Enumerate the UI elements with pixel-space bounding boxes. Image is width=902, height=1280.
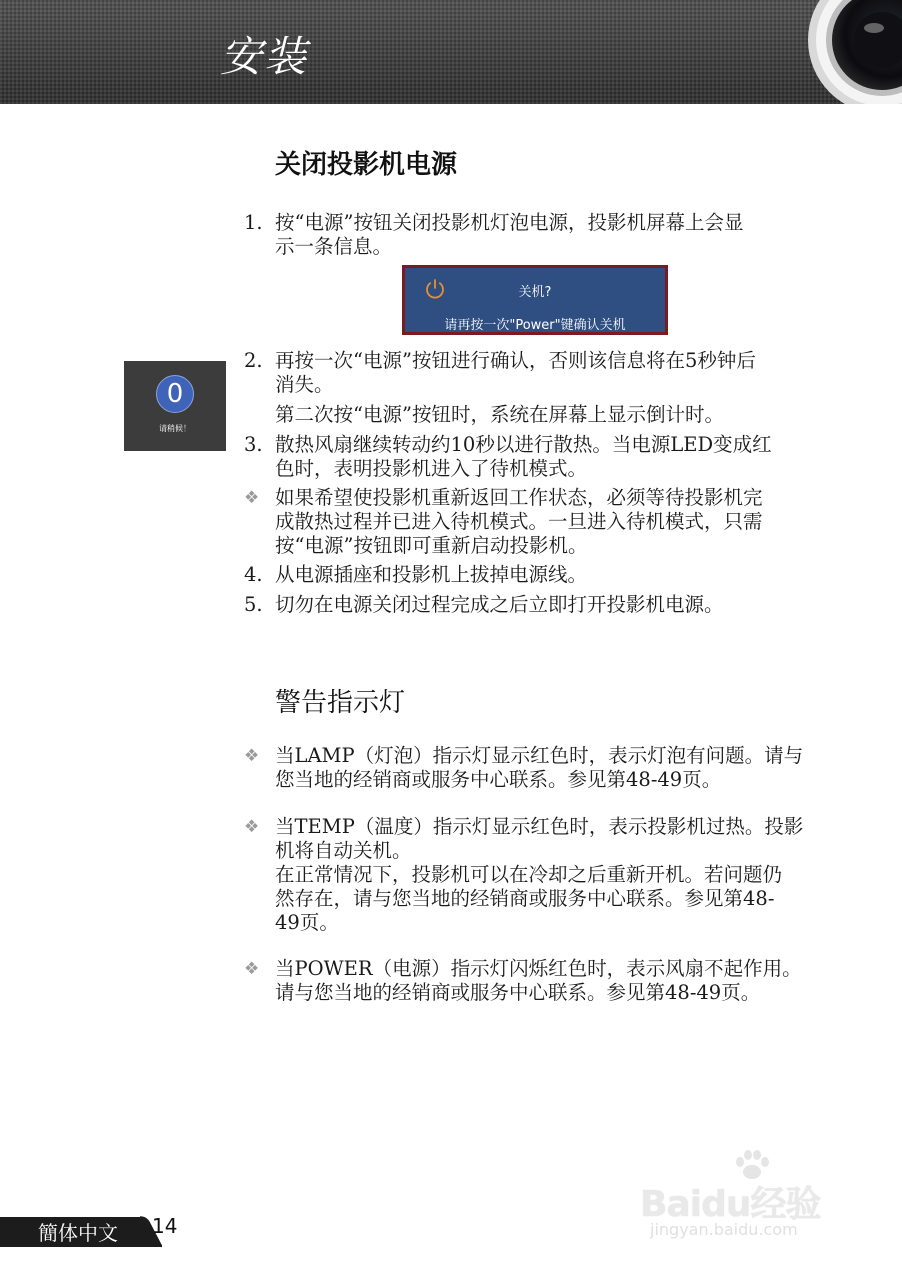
page-title: 安装: [220, 32, 309, 81]
watermark-url: jingyan.baidu.com: [650, 1220, 798, 1239]
item-text-line: 再按一次“电源”按钮进行确认，否则该信息将在5秒钟后: [275, 349, 756, 372]
bullet-diamond-icon: ❖: [244, 959, 260, 979]
watermark-brand: Baidu经验: [640, 1184, 821, 1225]
bullet-diamond-icon: ❖: [244, 488, 260, 508]
item-text-line: 在正常情况下，投影机可以在冷却之后重新开机。若问题仍: [275, 863, 783, 886]
list-item: [244, 486, 856, 558]
item-text-line: 然存在，请与您当地的经销商或服务中心联系。参见第48-: [275, 887, 775, 910]
item-text-line: 当LAMP（灯泡）指示灯显示红色时，表示灯泡有问题。请与: [275, 744, 804, 767]
countdown-label: 请稍候！: [159, 424, 191, 433]
item-text-line: 消失。: [275, 373, 334, 396]
list-item: [244, 815, 856, 935]
list-item: [244, 744, 856, 792]
footer-language: 簡体中文: [38, 1221, 118, 1245]
shutdown-confirm-dialog: [402, 265, 668, 335]
countdown-number: 0: [156, 375, 194, 413]
list-item: [244, 349, 856, 427]
dialog-message: 请再按一次"Power"键确认关机: [444, 318, 626, 333]
item-number: 3.: [244, 433, 263, 456]
item-note: 第二次按“电源”按钮时，系统在屏幕上显示倒计时。: [275, 403, 724, 426]
item-text-line: 当POWER（电源）指示灯闪烁红色时，表示风扇不起作用。: [275, 957, 802, 980]
item-text-line: 当TEMP（温度）指示灯显示红色时，表示投影机过热。投影: [275, 815, 804, 838]
item-text-line: 从电源插座和投影机上拔掉电源线。: [275, 563, 588, 586]
item-number: 5.: [244, 593, 263, 616]
item-text-line: 示一条信息。: [275, 235, 393, 258]
section-title-power-off: 关闭投影机电源: [275, 150, 458, 180]
item-text-line: 成散热过程并已进入待机模式。一旦进入待机模式，只需: [275, 510, 763, 533]
item-number: 4.: [244, 563, 263, 586]
item-number: 2.: [244, 349, 263, 372]
countdown-display: [124, 361, 226, 451]
list-item: [244, 593, 856, 617]
bullet-diamond-icon: ❖: [244, 817, 260, 837]
list-item: [244, 211, 856, 259]
item-number: 1.: [244, 211, 263, 234]
bullet-diamond-icon: ❖: [244, 746, 260, 766]
item-text-line: 色时，表明投影机进入了待机模式。: [275, 457, 588, 480]
item-text-line: 按“电源”按钮即可重新启动投影机。: [275, 534, 588, 557]
header-band: [0, 0, 902, 104]
projector-lens-icon: [784, 0, 902, 104]
list-item: [244, 563, 856, 587]
item-text-line: 如果希望使投影机重新返回工作状态，必须等待投影机完: [275, 486, 763, 509]
page-number: 14: [152, 1214, 178, 1238]
item-text-line: 机将自动关机。: [275, 839, 412, 862]
list-item: [244, 957, 856, 1005]
item-text-line: 按“电源”按钮关闭投影机灯泡电源，投影机屏幕上会显: [275, 211, 744, 234]
item-text-line: 切勿在电源关闭过程完成之后立即打开投影机电源。: [275, 593, 724, 616]
item-text-line: 您当地的经销商或服务中心联系。参见第48-49页。: [275, 768, 722, 791]
section-title-warning-lights: 警告指示灯: [275, 688, 406, 718]
item-text-line: 散热风扇继续转动约10秒以进行散热。当电源LED变成红: [275, 433, 772, 456]
list-item: [244, 433, 856, 481]
item-text-line: 请与您当地的经销商或服务中心联系。参见第48-49页。: [275, 981, 761, 1004]
item-text-line: 49页。: [275, 911, 339, 934]
baidu-watermark: [636, 1148, 856, 1248]
dialog-title: 关机?: [518, 285, 552, 300]
